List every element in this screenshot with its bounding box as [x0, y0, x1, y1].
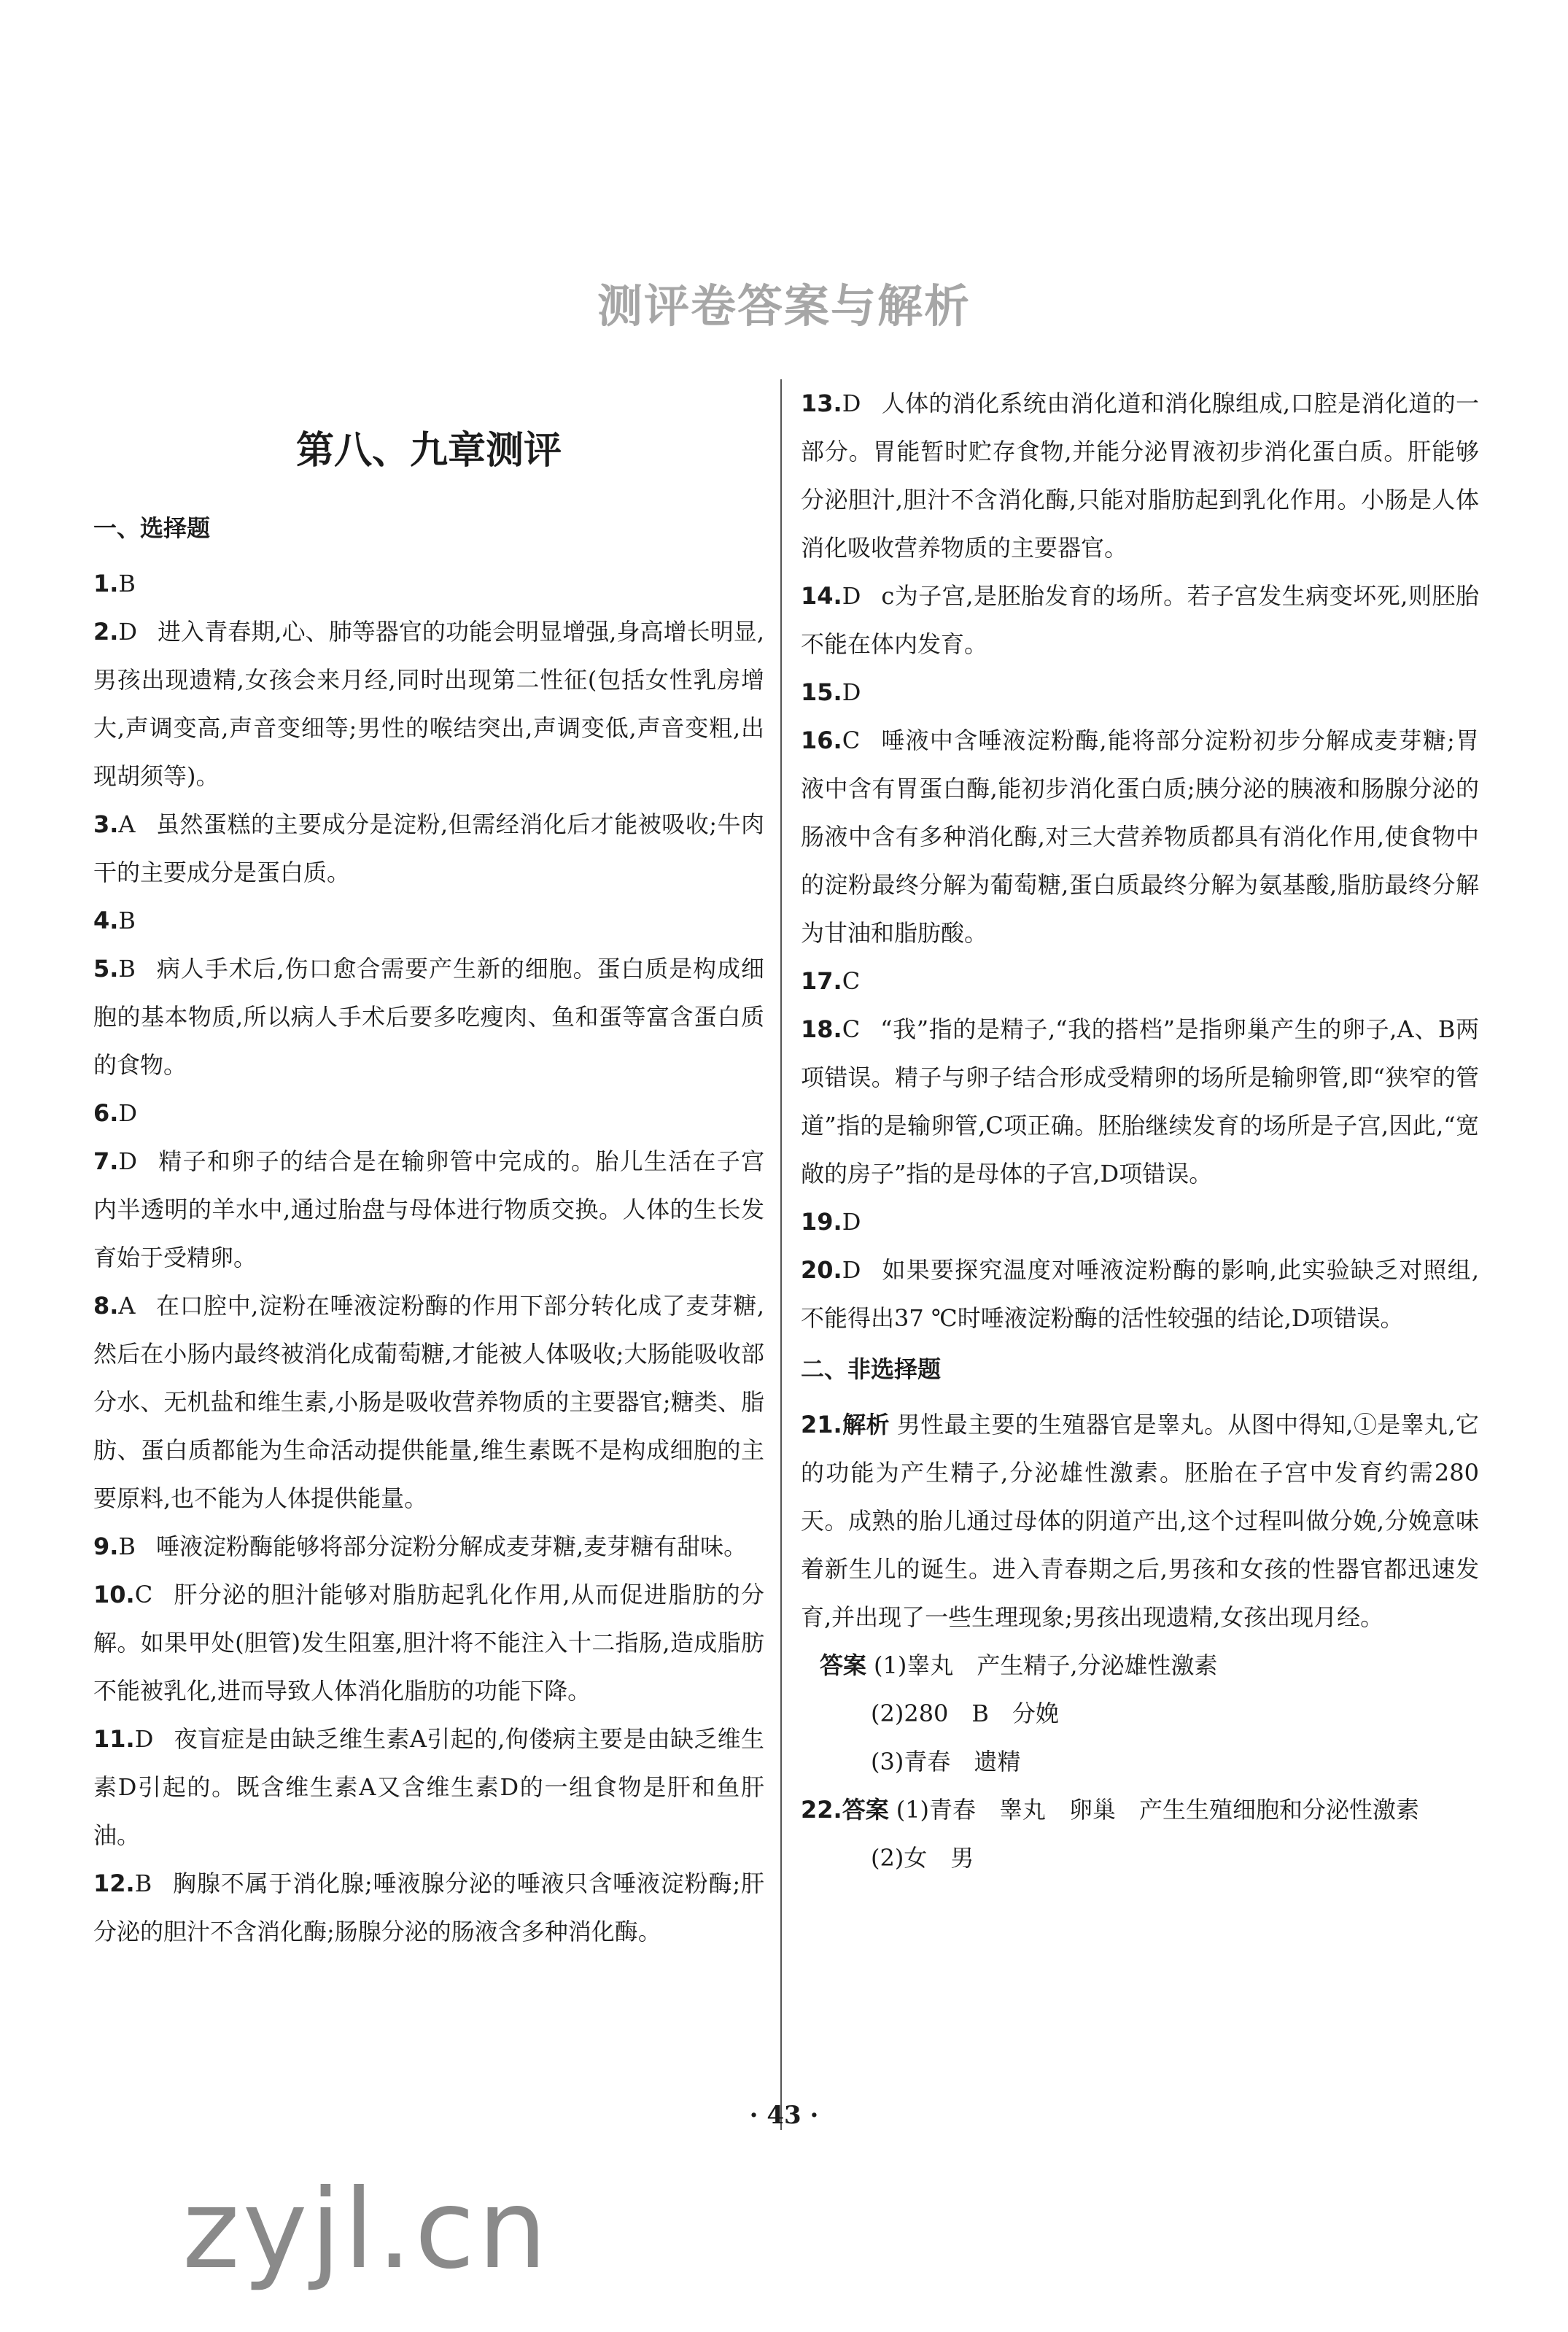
answer-choice: D	[842, 582, 861, 610]
explanation-text: 病人手术后,伤口愈合需要产生新的细胞。蛋白质是构成细胞的基本物质,所以病人手术后要多吃瘦肉、鱼和蛋等富含蛋白质的食物。	[93, 955, 764, 1079]
question-number: 12.	[93, 1870, 135, 1897]
answer-item	[801, 1198, 1479, 1246]
analysis-text: 男性最主要的生殖器官是睾丸。从图中得知,①是睾丸,它的功能为产生精子,分泌雄性激素。胚胎在子宫中发育约需280天。成熟的胎儿通过母体的阴道产出,这个过程叫做分娩,分娩意味着新生儿的诞生。进入青春期之后,男孩和女孩的性器官都迅速发育,并出现了一些生理现象;男孩出现遗精,女孩出现月经。	[801, 1411, 1479, 1631]
chapter-title: 第八、九章测评	[295, 429, 562, 473]
section-heading-choice: 一、选择题	[93, 514, 211, 542]
question-number: 13.	[801, 390, 842, 417]
answer-item	[801, 1005, 1479, 1198]
watermark-logo: zyjl.cn	[182, 2166, 551, 2293]
answer-item	[801, 957, 1479, 1005]
page-number: · 43 ·	[749, 2101, 819, 2130]
question-number: 10.	[93, 1581, 135, 1608]
question-number: 1.	[93, 570, 119, 597]
answer-item	[93, 800, 764, 896]
answer-item	[93, 608, 764, 800]
answer-part-3: (3)青春 遗精	[871, 1748, 1021, 1775]
answer-item	[93, 1137, 764, 1282]
answer-choice: B	[118, 907, 136, 934]
answer-item	[93, 1522, 764, 1570]
question-number: 19.	[801, 1208, 842, 1236]
left-column	[93, 379, 764, 1956]
explanation-text: 进入青春期,心、肺等器官的功能会明显增强,身高增长明显,男孩出现遗精,女孩会来月经,同时出现第二性征(包括女性乳房增大,声调变高,声音变细等;男性的喉结突出,声调变低,声音变粗,出现胡须等)。	[93, 618, 764, 790]
explanation-text: 在口腔中,淀粉在唾液淀粉酶的作用下部分转化成了麦芽糖,然后在小肠内最终被消化成葡萄糖,才能被人体吸收;大肠能吸收部分水、无机盐和维生素,小肠是吸收营养物质的主要器官;糖类、脂肪、蛋白质都能为生命活动提供能量,维生素既不是构成细胞的主要原料,也不能为人体提供能量。	[93, 1292, 764, 1512]
explanation-text: 精子和卵子的结合是在输卵管中完成的。胎儿生活在子宫内半透明的羊水中,通过胎盘与母体进行物质交换。人体的生长发育始于受精卵。	[93, 1147, 764, 1271]
question-number: 16.	[801, 727, 842, 754]
answer-choice: D	[134, 1725, 154, 1753]
question-number: 2.	[93, 618, 119, 646]
answer-choice: C	[842, 727, 861, 754]
answer-label: 答案	[842, 1796, 889, 1824]
answer-choice: C	[134, 1581, 153, 1608]
answer-item	[801, 668, 1479, 716]
question-number: 8.	[93, 1292, 119, 1320]
answer-choice: D	[842, 1256, 861, 1284]
explanation-text: 人体的消化系统由消化道和消化腺组成,口腔是消化道的一部分。胃能暂时贮存食物,并能分泌胃液初步消化蛋白质。肝能够分泌胆汁,胆汁不含消化酶,只能对脂肪起到乳化作用。小肠是人体消化吸收营养物质的主要器官。	[801, 390, 1479, 562]
answer-item	[801, 1246, 1479, 1342]
answer-item	[93, 559, 764, 608]
answer-choice: D	[118, 618, 138, 646]
answer-item	[93, 896, 764, 945]
answer-choice: D	[842, 390, 861, 417]
answer-choice: D	[842, 1208, 861, 1236]
answer-choice: D	[118, 1099, 138, 1127]
question-number: 17.	[801, 967, 842, 995]
answer-choice: D	[118, 1147, 138, 1175]
answer-part-1: (1)青春 睾丸 卵巢 产生生殖细胞和分泌性激素	[896, 1796, 1420, 1824]
right-column	[801, 379, 1479, 1882]
question-number: 15.	[801, 678, 842, 706]
answer-list-left	[93, 559, 764, 1956]
answer-choice: B	[118, 955, 136, 983]
answer-part-2: (2)280 B 分娩	[871, 1700, 1059, 1727]
answer-item	[93, 945, 764, 1089]
answer-choice: B	[118, 570, 136, 597]
answer-choice: C	[842, 967, 861, 995]
answer-item	[801, 379, 1479, 572]
answer-line	[801, 1641, 1479, 1689]
page-title: 测评卷答案与解析	[597, 279, 971, 333]
answer-item	[93, 1859, 764, 1956]
column-divider	[780, 379, 782, 2130]
explanation-text: 虽然蛋糕的主要成分是淀粉,但需经消化后才能被吸收;牛肉干的主要成分是蛋白质。	[93, 810, 764, 886]
answer-label: 答案	[820, 1651, 867, 1679]
question-number: 9.	[93, 1533, 119, 1560]
explanation-text: 如果要探究温度对唾液淀粉酶的影响,此实验缺乏对照组,不能得出37 ℃时唾液淀粉酶的活性较强的结论,D项错误。	[801, 1256, 1479, 1332]
answer-choice: A	[118, 1292, 136, 1320]
question-number: 22.	[801, 1796, 842, 1824]
question-number: 4.	[93, 907, 119, 934]
answer-choice: A	[118, 810, 136, 838]
answer-item	[93, 1570, 764, 1715]
question-number: 3.	[93, 810, 119, 838]
explanation-text: c为子宫,是胚胎发育的场所。若子宫发生病变坏死,则胚胎不能在体内发育。	[801, 582, 1479, 658]
question-number: 11.	[93, 1725, 135, 1753]
answer-item	[93, 1282, 764, 1522]
question-number: 5.	[93, 955, 119, 983]
question-number: 6.	[93, 1099, 119, 1127]
answer-list-right	[801, 379, 1479, 1342]
question-number: 14.	[801, 582, 842, 610]
question-number: 18.	[801, 1015, 842, 1043]
explanation-text: 夜盲症是由缺乏维生素A引起的,佝偻病主要是由缺乏维生素D引起的。既含维生素A又含维生素D的一组食物是肝和鱼肝油。	[93, 1725, 764, 1849]
explanation-text: 肝分泌的胆汁能够对脂肪起乳化作用,从而促进脂肪的分解。如果甲处(胆管)发生阻塞,胆汁将不能注入十二指肠,造成脂肪不能被乳化,进而导致人体消化脂肪的功能下降。	[93, 1581, 764, 1705]
question-number: 7.	[93, 1147, 119, 1175]
answer-item	[93, 1715, 764, 1859]
answer-item	[93, 1089, 764, 1137]
section-heading-nonchoice: 二、非选择题	[801, 1355, 942, 1383]
answer-choice: D	[842, 678, 861, 706]
answer-item-22	[801, 1786, 1479, 1834]
explanation-text: 胸腺不属于消化腺;唾液腺分泌的唾液只含唾液淀粉酶;肝分泌的胆汁不含消化酶;肠腺分泌的肠液含多种消化酶。	[93, 1870, 764, 1945]
answer-item	[801, 716, 1479, 957]
explanation-text: 唾液中含唾液淀粉酶,能将部分淀粉初步分解成麦芽糖;胃液中含有胃蛋白酶,能初步消化蛋白质;胰分泌的胰液和肠腺分泌的肠液中含有多种消化酶,对三大营养物质都具有消化作用,使食物中的淀粉最终分解为葡萄糖,蛋白质最终分解为氨基酸,脂肪最终分解为甘油和脂肪酸。	[801, 727, 1479, 947]
analysis-label: 解析	[842, 1411, 890, 1438]
question-number: 20.	[801, 1256, 842, 1284]
answer-choice: B	[118, 1533, 136, 1560]
answer-choice: C	[842, 1015, 861, 1043]
explanation-text: 唾液淀粉酶能够将部分淀粉分解成麦芽糖,麦芽糖有甜味。	[155, 1533, 748, 1560]
answer-choice: B	[134, 1870, 152, 1897]
answer-item	[801, 572, 1479, 668]
answer-item-21	[801, 1401, 1479, 1641]
answer-part-2: (2)女 男	[871, 1844, 974, 1872]
question-number: 21.	[801, 1411, 842, 1438]
answer-part-1: (1)睾丸 产生精子,分泌雄性激素	[874, 1651, 1218, 1679]
explanation-text: “我”指的是精子,“我的搭档”是指卵巢产生的卵子,A、B两项错误。精子与卵子结合形成受精卵的场所是输卵管,即“狭窄的管道”指的是输卵管,C项正确。胚胎继续发育的场所是子宫,因此,“宽敞的房子”指的是母体的子宫,D项错误。	[801, 1015, 1479, 1188]
